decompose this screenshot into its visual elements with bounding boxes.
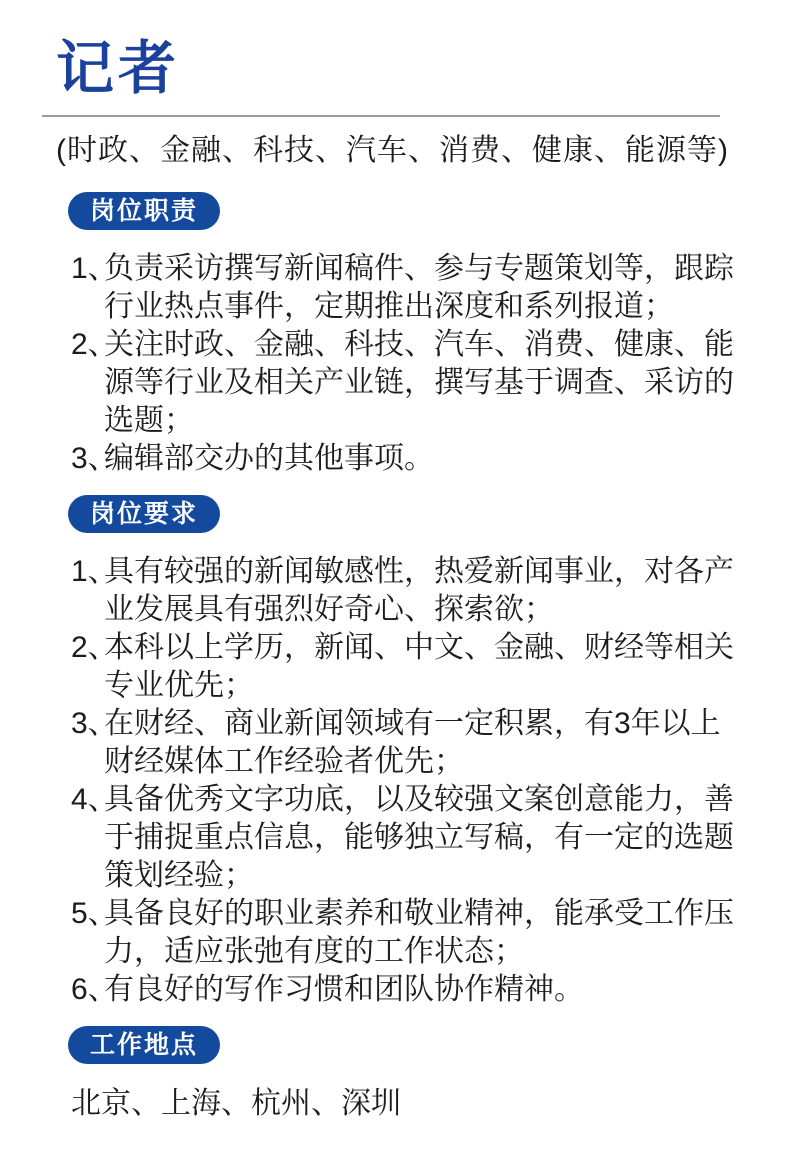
duties-list: [71, 250, 740, 478]
section-location: [0, 1026, 799, 1124]
item-number: 6、: [71, 973, 118, 1006]
section-badge-requirements: 岗位要求: [68, 495, 220, 533]
requirements-list: [71, 553, 740, 1009]
sections-container: [0, 192, 799, 1124]
list-item: [71, 629, 740, 705]
item-text: 负责采访撰写新闻稿件、参与专题策划等，跟踪行业热点事件，定期推出深度和系列报道；: [104, 252, 734, 323]
item-number: 3、: [71, 707, 118, 740]
section-requirements: [0, 495, 799, 1009]
list-item: [71, 705, 740, 781]
list-item: [71, 971, 740, 1009]
page-title: 记者: [56, 34, 181, 102]
item-number: 2、: [71, 631, 118, 664]
section-duties: [0, 192, 799, 478]
item-text: 编辑部交办的其他事项。: [104, 442, 434, 475]
item-text: 具备良好的职业素养和敬业精神，能承受工作压力，适应张弛有度的工作状态；: [104, 897, 734, 968]
list-item: [71, 553, 740, 629]
list-item: [71, 440, 740, 478]
item-text: 具有较强的新闻敏感性，热爱新闻事业，对各产业发展具有强烈好奇心、探索欲；: [104, 555, 734, 626]
item-number: 2、: [71, 328, 118, 361]
item-text: 本科以上学历，新闻、中文、金融、财经等相关专业优先；: [104, 631, 734, 702]
item-text: 在财经、商业新闻领域有一定积累，有3年以上财经媒体工作经验者优先；: [104, 707, 721, 778]
section-badge-duties: 岗位职责: [68, 192, 220, 230]
item-number: 4、: [71, 783, 118, 816]
item-text: 具备优秀文字功底，以及较强文案创意能力，善于捕捉重点信息，能够独立写稿，有一定的选题策划经验；: [104, 783, 734, 892]
item-text: 关注时政、金融、科技、汽车、消费、健康、能源等行业及相关产业链，撰写基于调查、采访的选题；: [104, 328, 734, 437]
item-number: 5、: [71, 897, 118, 930]
item-number: 3、: [71, 442, 118, 475]
item-number: 1、: [71, 252, 118, 285]
job-scope-subtitle: (时政、金融、科技、汽车、消费、健康、能源等): [56, 134, 729, 167]
item-number: 1、: [71, 555, 118, 588]
list-item: [71, 781, 740, 895]
location-text: 北京、上海、杭州、深圳: [71, 1087, 401, 1120]
title-divider: [42, 115, 720, 117]
list-item: [71, 250, 740, 326]
list-item: [71, 895, 740, 971]
section-badge-location: 工作地点: [68, 1026, 220, 1064]
list-item: [71, 326, 740, 440]
item-text: 有良好的写作习惯和团队协作精神。: [104, 973, 584, 1006]
